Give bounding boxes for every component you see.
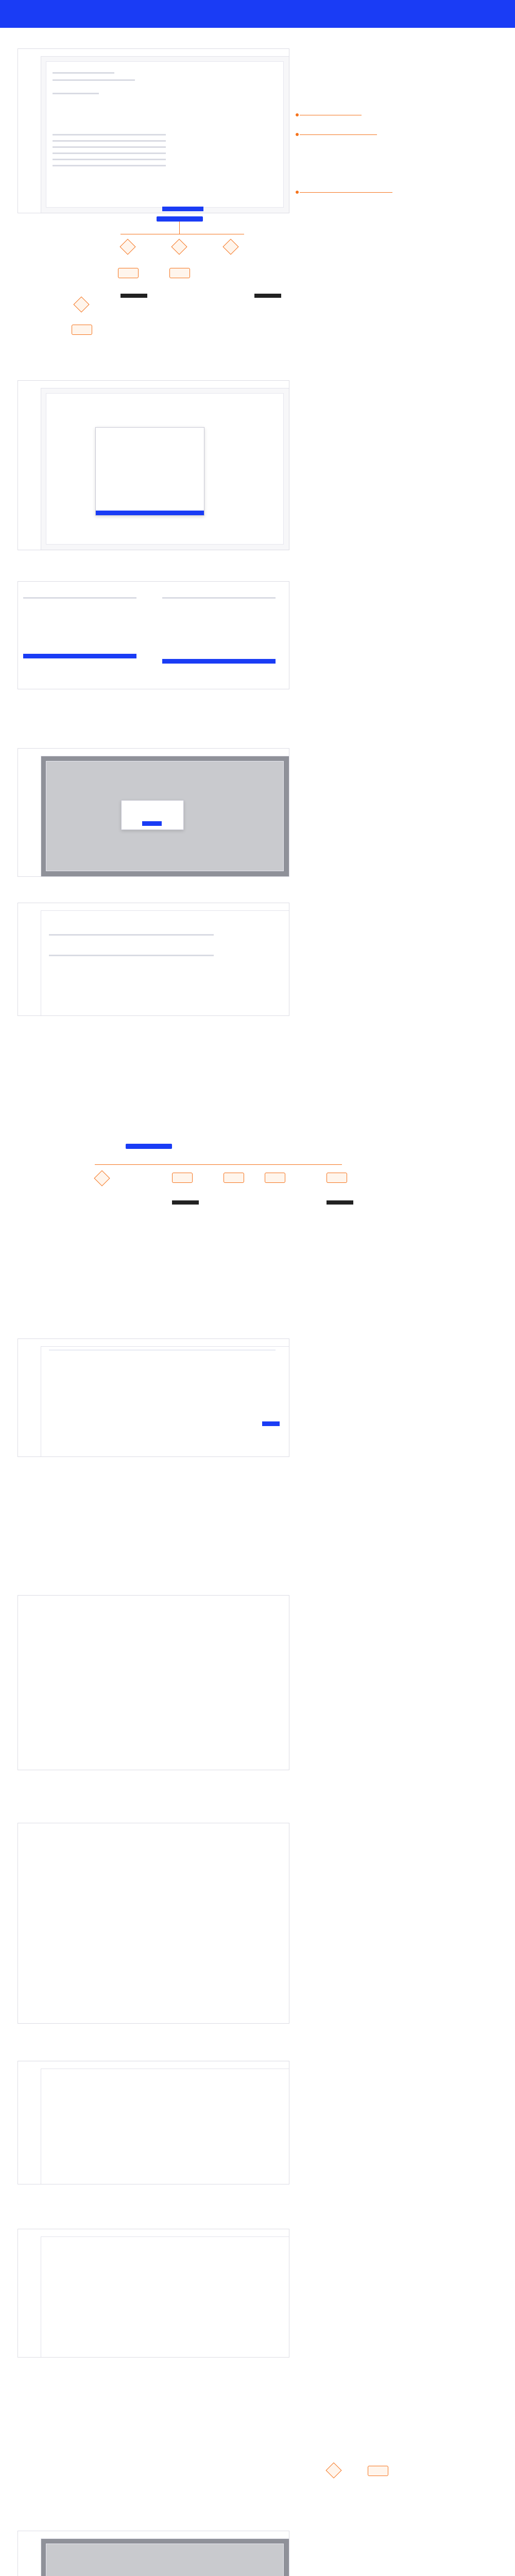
status-tag (121, 294, 147, 298)
document-page (18, 1595, 289, 1770)
submit-button[interactable] (262, 1421, 280, 1426)
app-screen (18, 48, 289, 213)
app-sidebar (18, 2069, 41, 2184)
app-sidebar (18, 2538, 41, 2576)
decision-node (171, 239, 187, 255)
app-sidebar (18, 1346, 41, 1456)
app-top-bar (18, 903, 289, 911)
app-top-bar (18, 2531, 289, 2539)
app-sidebar (18, 56, 41, 213)
process-node (265, 1173, 285, 1183)
process-node (172, 1173, 193, 1183)
status-tag (254, 294, 281, 298)
app-top-bar (18, 49, 289, 57)
app-sidebar (18, 2236, 41, 2357)
process-node (72, 325, 92, 335)
process-node (224, 1173, 244, 1183)
app-top-bar (18, 381, 289, 388)
primary-button[interactable] (162, 207, 203, 211)
decision-node (222, 239, 238, 255)
app-screen (18, 380, 289, 550)
decision-node (119, 239, 135, 255)
confirm-button[interactable] (96, 511, 204, 515)
modal-screen (18, 748, 289, 877)
status-tag (172, 1200, 199, 1205)
process-node (118, 268, 139, 278)
flowchart (18, 216, 388, 345)
document-page (18, 1823, 289, 2024)
flowchart (18, 1144, 388, 1298)
app-top-bar (18, 749, 289, 756)
flowchart (18, 2463, 388, 2509)
dialog-ok-button[interactable] (142, 821, 162, 826)
process-node (169, 268, 190, 278)
left-confirm-button[interactable] (23, 654, 136, 658)
confirm-dialog (121, 800, 184, 830)
app-screen (18, 903, 289, 1016)
file-picker-dialog (95, 427, 204, 516)
app-sidebar (18, 388, 41, 550)
flow-start (157, 216, 203, 222)
selection-panel (18, 581, 289, 689)
modal-screen (18, 2531, 289, 2576)
editor-screen (18, 2229, 289, 2358)
editor-screen (18, 1338, 289, 1457)
app-sidebar (18, 756, 41, 876)
app-top-bar (18, 2229, 289, 2237)
flow-start (126, 1144, 172, 1149)
status-tag (327, 1200, 353, 1205)
decision-node (94, 1170, 110, 1186)
right-confirm-button[interactable] (162, 659, 276, 664)
decision-node (325, 2462, 341, 2478)
decision-node (73, 296, 89, 312)
content-panel (46, 61, 284, 208)
process-node (368, 2466, 388, 2476)
process-node (327, 1173, 347, 1183)
app-sidebar (18, 910, 41, 1015)
app-top-bar (18, 1339, 289, 1347)
content-panel (46, 2544, 284, 2576)
page-header (0, 0, 515, 28)
app-top-bar (18, 2061, 289, 2069)
editor-screen (18, 2061, 289, 2184)
